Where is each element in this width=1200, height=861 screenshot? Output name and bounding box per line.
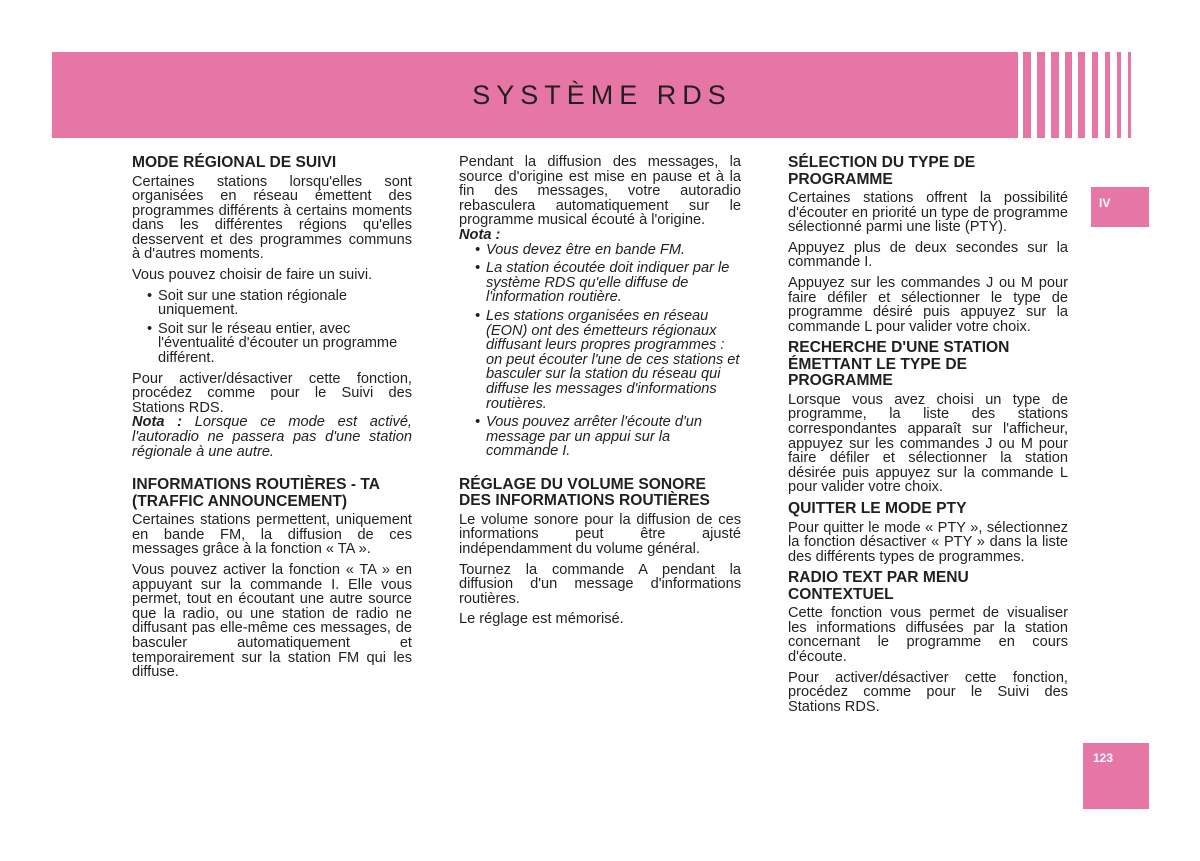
section-heading-programme-type: SÉLECTION DU TYPE DE PROGRAMME — [788, 154, 976, 188]
column-1 — [132, 155, 412, 686]
section-heading-traffic-info: INFORMATIONS ROUTIÈRES - TA (TRAFFIC ANNOUNCEMENT) — [132, 476, 380, 510]
paragraph: Vous pouvez choisir de faire un suivi. — [132, 267, 373, 284]
nota-label-paragraph — [459, 228, 741, 243]
nota-paragraph — [132, 415, 412, 459]
paragraph: Cette fonction vous permet de visualiser les informations diffusées par la station concernant le programme en cours d'écoute. — [788, 605, 1068, 666]
paragraph: Vous pouvez activer la fonction « TA » en appuyant sur la commande I. Elle vous permet, tout en écoutant une autre source que la radio, ou une station de radio ne diffusant pas elle-même ces messages, de basculer automatiquement et temporairement sur la station FM qui les diffuse. — [132, 561, 412, 681]
paragraph: Pour activer/désactiver cette fonction, procédez comme pour le Suivi des Stations RDS. — [132, 370, 412, 416]
paragraph: Certaines stations lorsqu'elles sont organisées en réseau émettent des programmes différents à certains moments dans les différentes régions qu'elles desservent et des programmes communs à d'autres moments. — [132, 173, 412, 263]
list-item: • Vous devez être en bande FM. — [486, 243, 741, 258]
page-title: SYSTÈME RDS — [472, 80, 732, 110]
page-number: 123 — [1093, 751, 1114, 765]
paragraph: Certaines stations offrent la possibilité d'écouter en priorité un type de programme sélectionné parmi une liste (PTY). — [788, 190, 1068, 236]
section-heading-station-search: RECHERCHE D'UNE STATION ÉMETTANT LE TYPE DE PROGRAMME — [788, 339, 1010, 390]
list-item: • Les stations organisées en réseau (EON) ont des émetteurs régionaux diffusant leurs propres programmes : on peut écouter l'une de ces stations et basculer sur la station du réseau qui diffuse les messages d'informations routières. — [486, 309, 741, 411]
paragraph: Appuyez plus de deux secondes sur la commande I. — [788, 239, 1068, 271]
section-heading-volume: RÉGLAGE DU VOLUME SONORE DES INFORMATIONS ROUTIÈRES — [459, 475, 710, 510]
paragraph: Le réglage est mémorisé. — [459, 611, 624, 628]
chapter-label: IV — [1099, 196, 1111, 210]
list-item: • La station écoutée doit indiquer par le système RDS qu'elle diffuse de l'information routière. — [486, 261, 741, 305]
nota-bullet-list — [459, 243, 741, 459]
nota-text: Lorsque ce mode est activé, l'autoradio ne passera pas d'une station régionale à une autre. — [132, 414, 412, 460]
header-banner — [52, 52, 1132, 138]
paragraph: Appuyez sur les commandes J ou M pour faire défiler et sélectionner le type de programme désiré puis appuyez sur la commande L pour valider votre choix. — [788, 274, 1068, 335]
paragraph: Tournez la commande A pendant la diffusion d'un message d'informations routières. — [459, 561, 741, 607]
chapter-tab — [1091, 187, 1149, 227]
paragraph: Pendant la diffusion des messages, la source d'origine est mise en pause et à la fin des messages, votre autoradio rebasculera automatiquement sur le programme musical écouté à l'origine. — [459, 154, 741, 229]
section-heading-radio-text: RADIO TEXT PAR MENU CONTEXTUEL — [788, 569, 969, 603]
bullet-list — [132, 289, 412, 366]
column-2 — [459, 155, 741, 633]
nota-label: Nota : — [132, 414, 183, 431]
paragraph: Pour activer/désactiver cette fonction, procédez comme pour le Suivi des Stations RDS. — [788, 669, 1068, 715]
paragraph: Le volume sonore pour la diffusion de ces informations peut être ajusté indépendamment du volume général. — [459, 511, 741, 558]
list-item: • Soit sur le réseau entier, avec l'éventualité d'écouter un programme différent. — [158, 322, 412, 366]
column-3 — [788, 155, 1068, 720]
list-item: • Soit sur une station régionale uniquement. — [158, 289, 412, 318]
paragraph: Pour quitter le mode « PTY », sélectionnez la fonction désactiver « PTY » dans la liste des différents types de programmes. — [788, 519, 1068, 565]
nota-label: Nota : — [459, 226, 501, 243]
section-heading-regional-mode: MODE RÉGIONAL DE SUIVI — [132, 154, 337, 171]
paragraph: Certaines stations permettent, uniquement en bande FM, la diffusion de ces messages grâce à la fonction « TA ». — [132, 512, 412, 558]
page-number-box — [1083, 743, 1149, 809]
section-heading-quit-pty: QUITTER LE MODE PTY — [788, 500, 967, 517]
paragraph: Lorsque vous avez choisi un type de programme, la liste des stations correspondantes apparaît sur l'afficheur, appuyez sur les commandes J ou M pour faire défiler et sélectionner la station désirée puis appuyez sur la commande L pour valider votre choix. — [788, 391, 1068, 496]
list-item: • Vous pouvez arrêter l'écoute d'un message par un appui sur la commande I. — [486, 415, 741, 459]
